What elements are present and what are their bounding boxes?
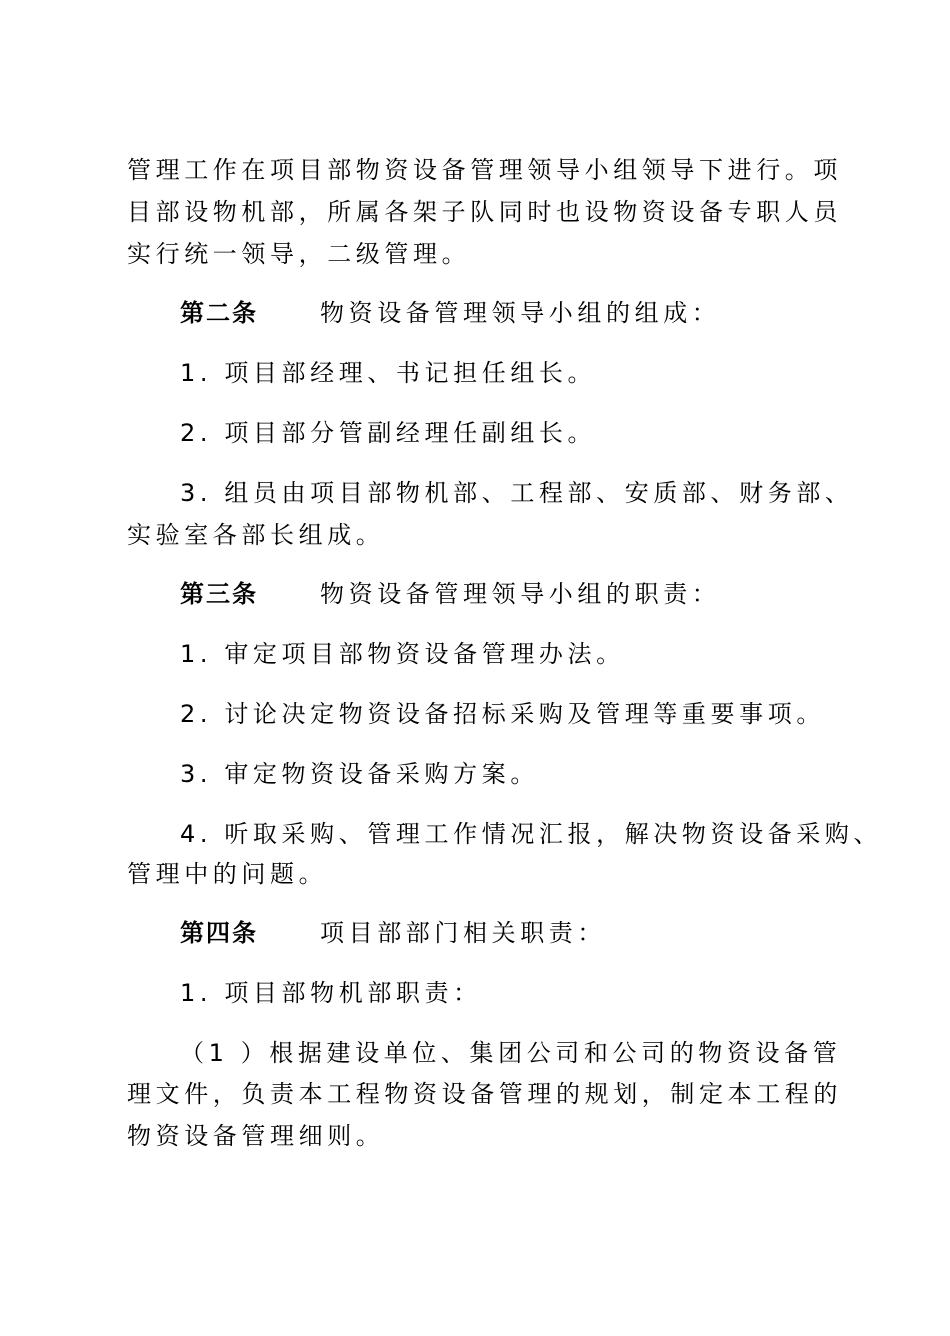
article-3-number: 第三条 [180,580,258,608]
article-4-number: 第四条 [180,919,258,947]
article-4-item-1: 1. 项目部物机部职责： [180,979,482,1007]
intro-line-1: 管理工作在项目部物资设备管理领导小组领导下进行。项 [127,156,842,184]
intro-line-2: 目部设物机部，所属各架子队同时也设物资设备专职人员 [127,198,842,226]
article-2-item-3-cont: 实验室各部长组成。 [127,521,385,549]
article-4-title: 项目部部门相关职责： [320,919,606,947]
article-3-item-4: 4. 听取采购、管理工作情况汇报，解决物资设备采购、 [180,820,883,848]
article-4-sub-item-1: （1 ）根据建设单位、集团公司和公司的物资设备管 [180,1039,842,1067]
article-2-item-3: 3. 组员由项目部物机部、工程部、安质部、财务部、 [180,479,854,507]
article-3-heading [180,580,720,608]
article-3-item-1: 1. 审定项目部物资设备管理办法。 [180,640,625,668]
article-4-sub-item-1-cont-2: 物资设备管理细则。 [127,1122,385,1150]
intro-line-3: 实行统一领导，二级管理。 [127,240,471,268]
article-3-title: 物资设备管理领导小组的职责： [320,580,721,608]
article-2-number: 第二条 [180,299,258,327]
article-4-sub-item-1-cont-1: 理文件，负责本工程物资设备管理的规划，制定本工程的 [127,1080,842,1108]
article-3-item-4-cont: 管理中的问题。 [127,860,328,888]
article-2-item-1: 1. 项目部经理、书记担任组长。 [180,359,597,387]
article-2-item-2: 2. 项目部分管副经理任副组长。 [180,419,597,447]
article-3-item-2: 2. 讨论决定物资设备招标采购及管理等重要事项。 [180,700,825,728]
article-4-heading [180,919,606,947]
article-3-item-3: 3. 审定物资设备采购方案。 [180,760,539,788]
article-2-title: 物资设备管理领导小组的组成： [320,299,721,327]
article-2-heading [180,299,720,327]
